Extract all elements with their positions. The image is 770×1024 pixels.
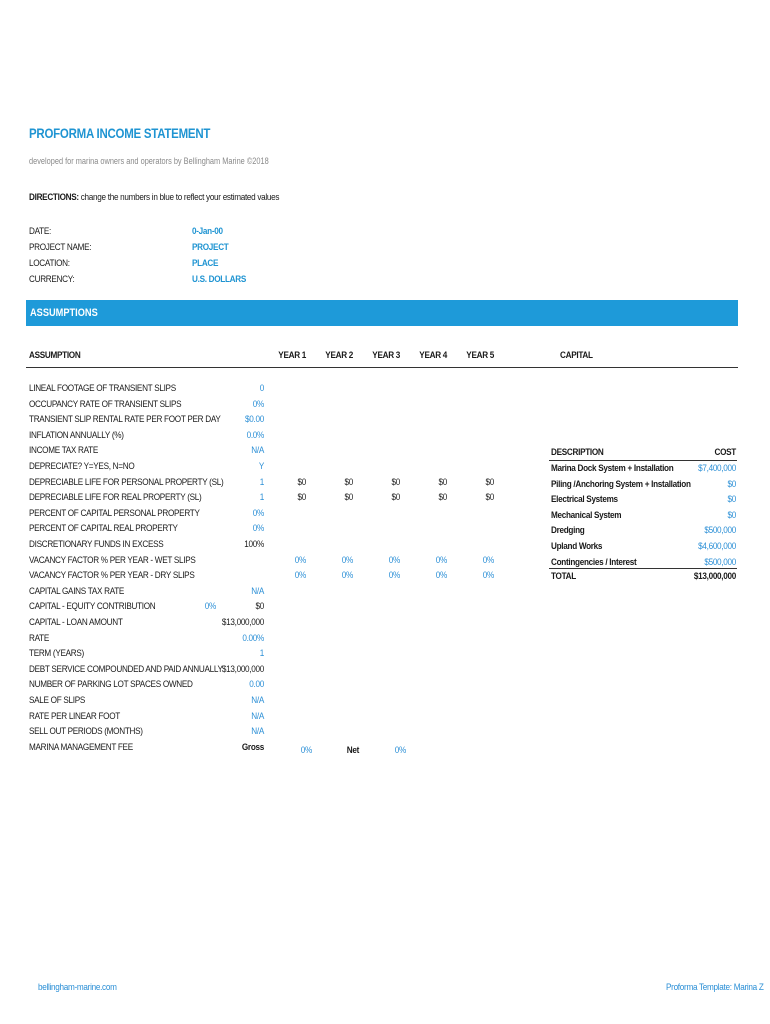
capital-cost[interactable]: $0	[727, 509, 736, 521]
capital-desc: Electrical Systems	[551, 494, 618, 506]
header-rule	[26, 367, 738, 368]
assumption-value[interactable]: $0.00	[245, 414, 264, 426]
assumption-label: DEPRECIATE? Y=YES, N=NO	[29, 461, 135, 472]
assumption-value[interactable]: 0.00%	[242, 632, 264, 644]
assumption-value: 100%	[244, 539, 264, 550]
assumption-label: SALE OF SLIPS	[29, 695, 86, 706]
assumption-label: PERCENT OF CAPITAL REAL PROPERTY	[29, 523, 178, 535]
year-value[interactable]: 0%	[294, 554, 306, 566]
capital-cost[interactable]: $7,400,000	[698, 463, 736, 474]
assumption-value[interactable]: 0.00	[249, 679, 264, 691]
assumption-label: MARINA MANAGEMENT FEE	[29, 741, 133, 753]
capital-desc: Dredging	[551, 525, 585, 537]
net-fee-value[interactable]: 0%	[394, 745, 406, 756]
capital-desc: Mechanical System	[551, 509, 622, 521]
assumption-value[interactable]: N/A	[251, 445, 264, 457]
assumption-value[interactable]: 1	[259, 648, 264, 660]
assumption-label: RATE	[29, 632, 49, 644]
year-value: $0	[391, 476, 400, 488]
year-value: $0	[438, 476, 447, 488]
year-header: YEAR 5	[466, 350, 494, 361]
page-title: PROFORMA INCOME STATEMENT	[29, 125, 211, 141]
footer-website-link[interactable]: bellingham-marine.com	[38, 982, 117, 993]
assumption-label: OCCUPANCY RATE OF TRANSIENT SLIPS	[29, 398, 182, 410]
capital-cost[interactable]: $500,000	[704, 525, 736, 537]
assumption-label: CAPITAL - EQUITY CONTRIBUTION	[29, 601, 156, 613]
assumption-label: SELL OUT PERIODS (MONTHS)	[29, 726, 143, 738]
year-value[interactable]: 0%	[435, 554, 447, 566]
assumption-value[interactable]: 0%	[252, 398, 264, 410]
info-label: DATE:	[29, 226, 51, 237]
assumption-value[interactable]: 0	[259, 383, 264, 394]
capital-desc: Contingencies / Interest	[551, 556, 637, 568]
capital-cost[interactable]: $0	[727, 494, 736, 506]
year-value: $0	[297, 476, 306, 488]
assumption-value[interactable]: 1	[259, 476, 264, 488]
year-value: $0	[438, 492, 447, 504]
assumption-label: DISCRETIONARY FUNDS IN EXCESS	[29, 539, 164, 550]
directions-body: change the numbers in blue to reflect your estimated values	[78, 192, 280, 203]
directions-text	[29, 192, 279, 203]
capital-cost[interactable]: $0	[727, 478, 736, 490]
page-subtitle: developed for marina owners and operators by Bellingham Marine ©2018	[29, 156, 269, 166]
assumption-label: VACANCY FACTOR % PER YEAR - DRY SLIPS	[29, 570, 195, 582]
assumption-label: LINEAL FOOTAGE OF TRANSIENT SLIPS	[29, 383, 176, 394]
assumption-label: CAPITAL GAINS TAX RATE	[29, 585, 125, 597]
assumption-value: Gross	[241, 741, 264, 753]
year-header: YEAR 2	[325, 350, 353, 361]
equity-percent[interactable]: 0%	[204, 601, 216, 613]
year-value[interactable]: 0%	[341, 554, 353, 566]
info-label: CURRENCY:	[29, 274, 75, 285]
year-value[interactable]: 0%	[482, 570, 494, 582]
year-header: YEAR 1	[278, 350, 306, 361]
year-value: $0	[297, 492, 306, 504]
assumption-label: TRANSIENT SLIP RENTAL RATE PER FOOT PER DAY	[29, 414, 221, 426]
assumption-value[interactable]: N/A	[251, 585, 264, 597]
net-fee-label: Net	[346, 745, 359, 756]
assumptions-band	[26, 300, 738, 326]
capital-desc: Marina Dock System + Installation	[551, 463, 674, 474]
footer-template-name: Proforma Template: Marina Z	[666, 982, 764, 993]
capital-total-rule	[549, 568, 737, 569]
capital-total-value: $13,000,000	[693, 571, 736, 582]
info-value[interactable]: PLACE	[192, 258, 219, 269]
year-header: YEAR 3	[372, 350, 400, 361]
assumption-value[interactable]: 0%	[252, 523, 264, 535]
year-value[interactable]: 0%	[388, 554, 400, 566]
assumption-column-header: ASSUMPTION	[29, 350, 81, 361]
assumption-label: CAPITAL - LOAN AMOUNT	[29, 617, 123, 628]
info-value[interactable]: PROJECT	[192, 242, 229, 253]
capital-column-header: CAPITAL	[560, 350, 593, 361]
capital-header-rule	[549, 460, 737, 461]
info-value[interactable]: U.S. DOLLARS	[192, 274, 247, 285]
assumption-label: DEBT SERVICE COMPOUNDED AND PAID ANNUALLY	[29, 663, 223, 675]
year-value: $0	[344, 492, 353, 504]
year-value: $0	[485, 476, 494, 488]
year-value[interactable]: 0%	[435, 570, 447, 582]
assumption-label: INCOME TAX RATE	[29, 445, 99, 457]
assumption-label: NUMBER OF PARKING LOT SPACES OWNED	[29, 679, 193, 691]
year-value[interactable]: 0%	[388, 570, 400, 582]
assumption-value[interactable]: 1	[259, 492, 264, 504]
assumption-label: VACANCY FACTOR % PER YEAR - WET SLIPS	[29, 554, 196, 566]
assumption-value: $0	[255, 601, 264, 613]
assumptions-title: ASSUMPTIONS	[30, 307, 98, 319]
assumption-value: $13,000,000	[221, 617, 264, 628]
capital-desc: Upland Works	[551, 541, 603, 552]
directions-label: DIRECTIONS:	[29, 192, 79, 203]
year-value: $0	[344, 476, 353, 488]
assumption-value[interactable]: Y	[258, 461, 264, 472]
capital-cost[interactable]: $4,600,000	[698, 541, 736, 552]
assumption-label: PERCENT OF CAPITAL PERSONAL PROPERTY	[29, 507, 200, 519]
info-label: LOCATION:	[29, 258, 70, 269]
capital-cost[interactable]: $500,000	[704, 556, 736, 568]
capital-cost-header: COST	[714, 447, 736, 458]
year-value: $0	[391, 492, 400, 504]
year-value[interactable]: 0%	[341, 570, 353, 582]
assumption-label: TERM (YEARS)	[29, 648, 84, 660]
year-value[interactable]: 0%	[482, 554, 494, 566]
assumption-label: RATE PER LINEAR FOOT	[29, 710, 120, 722]
assumption-value[interactable]: N/A	[251, 710, 264, 722]
assumption-value[interactable]: 0.0%	[246, 429, 264, 441]
info-label: PROJECT NAME:	[29, 242, 92, 253]
assumption-label: DEPRECIABLE LIFE FOR PERSONAL PROPERTY (SL)	[29, 476, 224, 488]
assumption-value[interactable]: N/A	[251, 695, 264, 706]
capital-total-label: TOTAL	[551, 571, 576, 582]
assumption-value[interactable]: 0%	[252, 507, 264, 519]
capital-desc-header: DESCRIPTION	[551, 447, 604, 458]
assumption-value[interactable]: N/A	[251, 726, 264, 738]
info-value[interactable]: 0-Jan-00	[192, 226, 223, 237]
year-header: YEAR 4	[419, 350, 447, 361]
gross-fee-value[interactable]: 0%	[300, 745, 312, 756]
assumption-label: DEPRECIABLE LIFE FOR REAL PROPERTY (SL)	[29, 492, 202, 504]
assumption-label: INFLATION ANNUALLY (%)	[29, 429, 124, 441]
capital-desc: Piling /Anchoring System + Installation	[551, 478, 691, 490]
year-value[interactable]: 0%	[294, 570, 306, 582]
year-value: $0	[485, 492, 494, 504]
assumption-value: $13,000,000	[221, 663, 264, 675]
